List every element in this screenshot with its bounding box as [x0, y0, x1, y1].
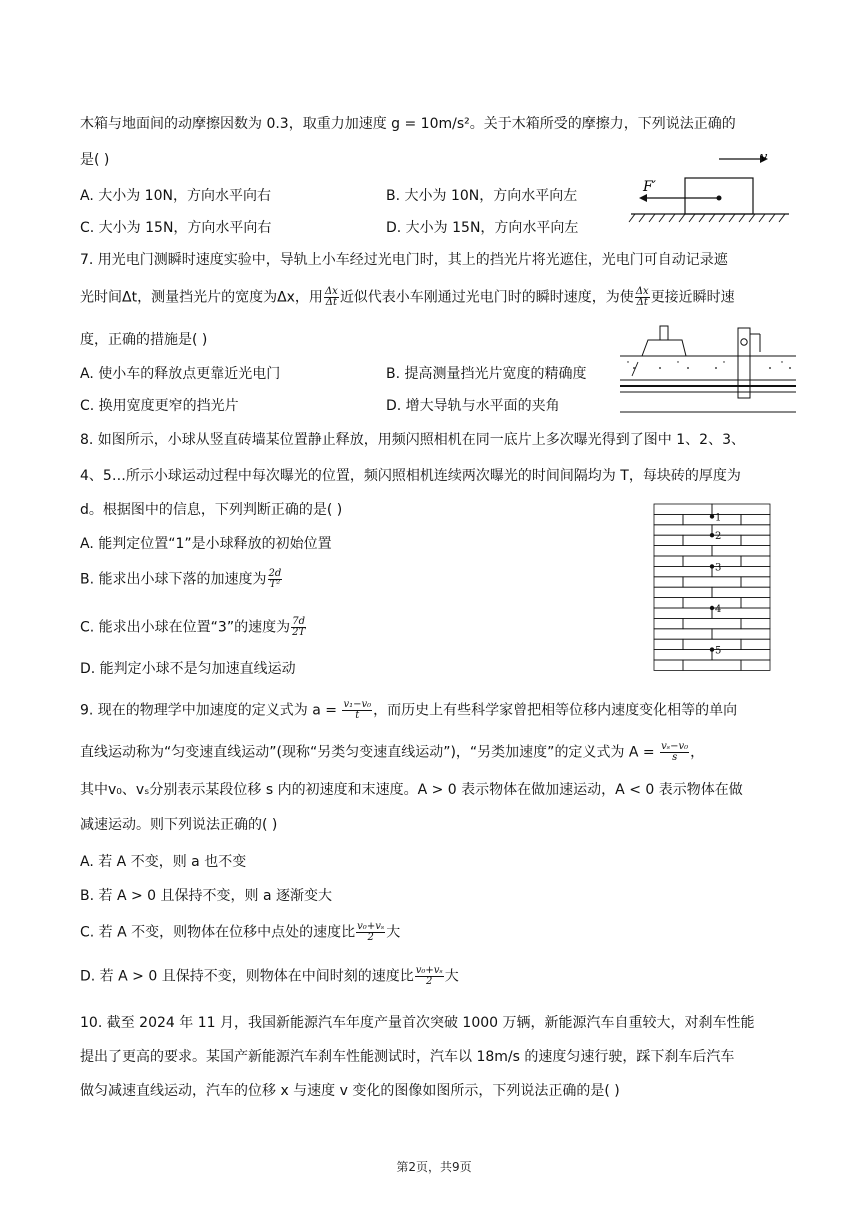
q6-velocity-label: v	[760, 150, 768, 165]
q8-brick-wall-figure	[652, 500, 774, 672]
q8-option-c-text: C. 能求出小球在位置“3”的速度为	[80, 619, 291, 636]
q9-option-c-a: C. 若 A 不变，则物体在位移中点处的速度比	[80, 924, 356, 941]
q9-d-num: v₀+vₛ	[415, 965, 443, 976]
brick	[712, 587, 770, 597]
brick	[741, 535, 770, 545]
brick	[654, 546, 712, 556]
q8-line2: 4、5…所示小球运动过程中每次曝光的位置，频闪照相机连续两次曝光的时间间隔均为 T，每块砖的厚度为	[80, 468, 741, 484]
q9-option-c-fraction	[356, 922, 385, 943]
q9-c-num: v₀+vₛ	[357, 921, 385, 932]
brick	[741, 598, 770, 608]
q7-frac2-num: Δx	[635, 286, 649, 297]
q6-option-b: B. 大小为 10N，方向水平向左	[386, 188, 578, 204]
q9-option-d-b: 大	[444, 968, 459, 985]
q9-line2-a: 直线运动称为“匀变速直线运动”(现称“另类匀变速直线运动”)，“另类加速度”的定义式为 A =	[80, 744, 660, 761]
q9-accel-den: t	[355, 710, 360, 721]
q7-frac1-den: Δt	[325, 297, 337, 308]
q9-option-d	[80, 966, 459, 987]
q9-option-b: B. 若 A > 0 且保持不变，则 a 逐渐变大	[80, 888, 332, 904]
q6-force-label: F′	[643, 179, 656, 195]
q7-frac2-den: Δt	[636, 297, 648, 308]
q8-option-c-fraction	[291, 617, 306, 638]
brick	[741, 577, 770, 587]
q8-c-num: 7d	[292, 616, 305, 627]
brick	[654, 598, 683, 608]
q7-option-b: B. 提高测量挡光片宽度的精确度	[386, 366, 587, 382]
brick	[654, 660, 683, 670]
q9-alt-num: vₛ−v₀	[661, 741, 689, 752]
ball-position-2	[710, 533, 714, 537]
brick	[654, 556, 683, 566]
q7-line1: 7. 用光电门测瞬时速度实验中，导轨上小车经过光电门时，其上的挡光片将光遮住，光电门可自动记录遮	[80, 252, 728, 268]
brick	[654, 639, 683, 649]
q8-option-b-fraction	[268, 569, 283, 590]
brick	[654, 504, 712, 514]
ball-label-4: 4	[715, 604, 722, 615]
brick	[654, 650, 712, 660]
q7-option-d: D. 增大导轨与水平面的夹角	[386, 398, 560, 414]
q8-option-c	[80, 617, 307, 638]
q9-option-d-fraction	[415, 966, 444, 987]
q8-c-den: 2T	[292, 627, 306, 638]
q7-line2-a: 光时间Δt，测量挡光片的宽度为Δx，用	[80, 289, 323, 306]
ball-position-3	[710, 564, 714, 568]
ball-label-1: 1	[715, 512, 722, 524]
q7-option-c: C. 换用宽度更窄的挡光片	[80, 398, 239, 414]
q8-b-num: 2d	[268, 568, 282, 579]
q6-option-c: C. 大小为 15N，方向水平向右	[80, 220, 272, 236]
q6-option-a: A. 大小为 10N，方向水平向右	[80, 188, 271, 204]
q9-accel-num: v₁−v₀	[343, 699, 372, 710]
q6-line2: 是( )	[80, 152, 110, 168]
q9-option-a: A. 若 A 不变，则 a 也不变	[80, 854, 247, 870]
q7-line3: 度，正确的措施是( )	[80, 332, 208, 348]
brick	[741, 618, 770, 628]
q7-fraction-1	[324, 287, 339, 308]
ball-label-2: 2	[715, 531, 722, 543]
q7-option-a: A. 使小车的释放点更靠近光电门	[80, 366, 281, 382]
q7-line2-c: 更接近瞬时速	[650, 289, 735, 306]
brick	[683, 660, 741, 670]
q9-c-den: 2	[367, 932, 374, 943]
ball-position-1	[710, 514, 714, 518]
q7-line2-b: 近似代表小车刚通过光电门时的瞬时速度，为使	[339, 289, 634, 306]
q9-line1-a: 9. 现在的物理学中加速度的定义式为 a =	[80, 702, 342, 719]
brick	[654, 608, 712, 618]
brick	[712, 546, 770, 556]
q9-line1	[80, 700, 737, 721]
q8-line1: 8. 如图所示，小球从竖直砖墙某位置静止释放，用频闪照相机在同一底片上多次曝光得到了图中 1、2、3、	[80, 432, 745, 448]
q8-option-b	[80, 569, 283, 590]
brick	[654, 577, 683, 587]
q6-line1: 木箱与地面间的动摩擦因数为 0.3，取重力加速度 g = 10m/s²。关于木箱所受的摩擦力，下列说法正确的	[80, 116, 736, 132]
brick	[654, 587, 712, 597]
brick	[683, 577, 741, 587]
q8-line3: d。根据图中的信息，下列判断正确的是( )	[80, 502, 343, 518]
q9-line1-b: ，而历史上有些科学家曾把相等位移内速度变化相等的单向	[373, 702, 738, 719]
q9-option-c	[80, 922, 400, 943]
q9-line3: 其中v₀、vₛ分别表示某段位移 s 内的初速度和末速度。A > 0 表示物体在做加速运动，A < 0 表示物体在做	[80, 782, 743, 798]
q7-photogate-figure	[620, 322, 796, 416]
q7-fraction-2	[635, 287, 650, 308]
brick	[741, 514, 770, 524]
brick	[654, 629, 712, 639]
q8-option-b-text: B. 能求出小球下落的加速度为	[80, 571, 267, 588]
brick	[741, 660, 770, 670]
q8-option-d: D. 能判定小球不是匀加速直线运动	[80, 661, 296, 677]
brick	[741, 639, 770, 649]
q8-option-a: A. 能判定位置“1”是小球释放的初始位置	[80, 536, 332, 552]
q10-line1: 10. 截至 2024 年 11 月，我国新能源汽车年度产量首次突破 1000 万辆，新能源汽车自重较大，对刹车性能	[80, 1015, 755, 1031]
q9-alt-den: s	[672, 752, 678, 763]
q9-line2	[80, 742, 704, 763]
brick	[712, 629, 770, 639]
q6-option-d: D. 大小为 15N，方向水平向左	[386, 220, 579, 236]
ball-position-4	[710, 606, 714, 610]
q9-d-den: 2	[426, 976, 433, 987]
brick	[654, 514, 683, 524]
q10-line2: 提出了更高的要求。某国产新能源汽车刹车性能测试时，汽车以 18m/s 的速度匀速行驶，踩下刹车后汽车	[80, 1049, 735, 1065]
ball-position-5	[710, 647, 714, 651]
brick	[741, 556, 770, 566]
q9-option-c-b: 大	[386, 924, 401, 941]
brick	[654, 618, 683, 628]
ball-label-3: 3	[715, 562, 722, 574]
ball-label-5: 5	[715, 645, 722, 657]
brick	[654, 566, 712, 576]
page-footer: 第2页，共9页	[396, 1160, 472, 1174]
q9-option-d-a: D. 若 A > 0 且保持不变，则物体在中间时刻的速度比	[80, 968, 414, 985]
q9-alt-accel-fraction	[660, 742, 689, 763]
brick	[654, 535, 683, 545]
q9-accel-fraction	[342, 700, 372, 721]
q10-line3: 做匀减速直线运动，汽车的位移 x 与速度 v 变化的图像如图所示，下列说法正确的是( )	[80, 1083, 620, 1099]
q7-line2	[80, 287, 735, 308]
q7-frac1-num: Δx	[324, 286, 338, 297]
q8-b-den: T²	[269, 579, 281, 590]
q6-box-figure	[625, 146, 795, 224]
brick	[683, 618, 741, 628]
brick	[654, 525, 712, 535]
q9-line4: 减速运动。则下列说法正确的( )	[80, 817, 278, 833]
q9-line2-b: ，	[690, 744, 705, 761]
